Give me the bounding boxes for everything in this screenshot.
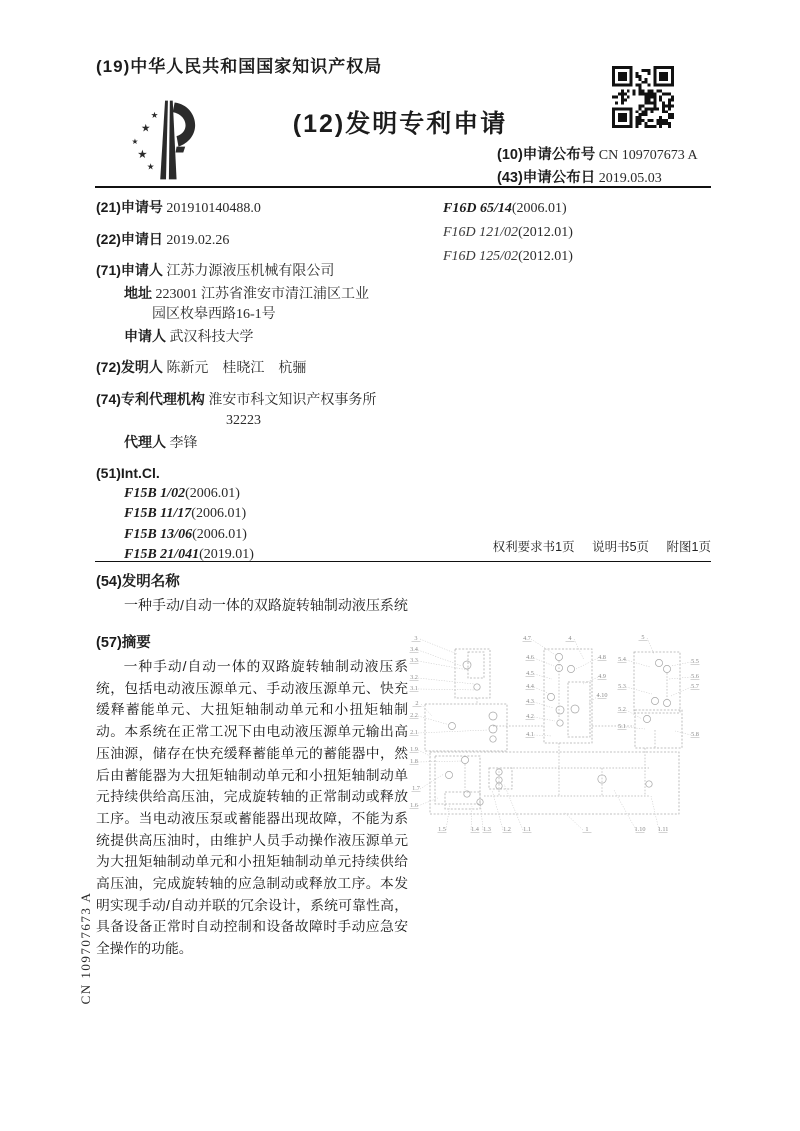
address-label: 地址: [124, 284, 152, 301]
agency-code-value: 32223: [226, 413, 261, 428]
abstract-section: [96, 631, 408, 960]
svg-text:5.6: 5.6: [691, 673, 699, 680]
intcl-item: [96, 525, 441, 546]
figures-pages: 附图1页: [666, 540, 711, 554]
svg-text:4.1: 4.1: [526, 731, 534, 738]
svg-text:3: 3: [414, 635, 418, 642]
biblio-right-column: [443, 197, 711, 269]
intcl-code: F15B 21/041: [124, 547, 200, 562]
logo-stars: [131, 111, 158, 173]
intcl-block: [96, 463, 441, 566]
pub-date-value: 2019.05.03: [598, 171, 662, 186]
svg-text:3.3: 3.3: [410, 657, 418, 664]
svg-text:5.4: 5.4: [618, 656, 626, 663]
qr-code: [610, 66, 676, 128]
intcl-code: F15B 1/02: [124, 485, 186, 501]
applicant1-value: 江苏力源液压机械有限公司: [166, 264, 335, 279]
app-no-label: (21)申请号: [96, 199, 163, 215]
intcl-right-item: [443, 245, 711, 269]
address-row: [96, 283, 441, 306]
schematic-drawing: [402, 624, 718, 862]
svg-text:5.1: 5.1: [618, 723, 626, 730]
svg-text:4.4: 4.4: [526, 683, 534, 690]
intcl-date: (2012.01): [518, 249, 573, 264]
inventors-label: (72)发明人: [96, 359, 163, 375]
address-row2: [96, 305, 441, 326]
svg-text:5: 5: [641, 634, 645, 641]
agent-value: 李锋: [169, 435, 198, 451]
agency-value: 淮安市科文知识产权事务所: [208, 392, 377, 408]
pages-summary: [400, 537, 711, 555]
svg-text:4.5: 4.5: [526, 670, 534, 677]
svg-text:1.6: 1.6: [410, 802, 418, 809]
intcl-code: F16D 125/02: [443, 249, 519, 264]
svg-text:5.8: 5.8: [691, 731, 699, 738]
svg-text:4.2: 4.2: [526, 713, 534, 720]
header-divider: [95, 186, 711, 188]
agent-label: 代理人: [124, 433, 166, 450]
svg-text:5.3: 5.3: [618, 683, 626, 690]
intcl-code: F15B 13/06: [124, 526, 193, 542]
application-number-row: [96, 197, 441, 220]
patent-office-name: (19)中华人民共和国国家知识产权局: [96, 57, 383, 76]
intcl-right-item: [443, 221, 711, 245]
applicant2-row: [96, 326, 441, 349]
schematic-valve-symbols: [445, 653, 670, 805]
svg-text:★: ★: [146, 162, 155, 173]
svg-text:1.8: 1.8: [410, 758, 418, 765]
document-type-title: (12)发明专利申请: [292, 110, 508, 138]
agency-code-row: [96, 411, 441, 432]
applicant2-value: 武汉科技大学: [169, 329, 254, 345]
claims-pages: 权利要求书1页: [492, 540, 575, 554]
sidebar-publication-number: CN 109707673 A: [78, 891, 93, 1005]
agency-label: (74)专利代理机构: [96, 390, 205, 407]
abstract-text: 一种手动/自动一体的双路旋转轴制动液压系统，包括电动液压源单元、手动液压源单元、快充缓释蓄能单元、大扭矩轴制动单元和小扭矩轴制动。本系统在正常工况下由电动液压源单元输出高压油源，储存在快充缓释蓄能单元的蓄能器中，然后由蓄能器为大扭矩轴制动单元和小扭矩轴制动单元持续供给高压油，完成旋转轴的正常制动或释放工序。当电动液压泵或蓄能器出现故障，不能为系统提供高压油时，由维护人员手动操作液压源单元为大扭矩轴制动单元和小扭矩轴制动单元持续供给高压油，完成旋转轴的应急制动或释放工序。本发明实现手动/自动并联的冗余设计，系统可靠性高，具备设备正常时自动控制和设备故障时手动应急安全操作的功能。: [96, 659, 408, 957]
svg-text:1: 1: [585, 826, 589, 833]
publication-date-line: [497, 166, 662, 187]
inventors-value: 陈新元 桂晓江 杭骊: [166, 361, 307, 376]
publication-number-line: [497, 143, 698, 164]
svg-text:1.5: 1.5: [438, 826, 446, 833]
inventors-row: [96, 357, 441, 380]
svg-text:4.3: 4.3: [526, 698, 534, 705]
app-date-value: 2019.02.26: [166, 232, 230, 248]
agency-block: [96, 389, 441, 455]
intcl-date: (2006.01): [191, 506, 247, 521]
svg-text:1.7: 1.7: [412, 785, 420, 792]
pub-no-label: (10)申请公布号: [497, 147, 596, 163]
schematic-wires: [465, 661, 667, 796]
svg-text:1.10: 1.10: [634, 826, 646, 833]
agent-row: [96, 432, 441, 455]
intcl-item: [96, 545, 441, 566]
svg-text:2: 2: [415, 700, 419, 707]
svg-text:1.9: 1.9: [410, 746, 418, 753]
app-no-value: 201910140488.0: [166, 201, 261, 216]
svg-text:2.1: 2.1: [410, 729, 418, 736]
pub-date-label: (43)申请公布日: [497, 170, 596, 186]
svg-text:★: ★: [131, 136, 139, 146]
applicant-label: (71)申请人: [96, 262, 163, 278]
svg-text:★: ★: [137, 147, 148, 162]
intcl-date: (2006.01): [185, 485, 240, 501]
svg-text:5.2: 5.2: [618, 706, 626, 713]
svg-text:4.8: 4.8: [598, 654, 606, 661]
intcl-code: F16D 121/02: [443, 225, 519, 240]
svg-text:4: 4: [568, 635, 572, 642]
svg-text:1.11: 1.11: [657, 826, 669, 833]
cnipa-logo-icon: [118, 90, 214, 188]
svg-text:3.4: 3.4: [410, 646, 418, 653]
svg-text:3.2: 3.2: [410, 674, 418, 681]
invention-title-section: [96, 570, 426, 616]
intcl-date: (2019.01): [199, 547, 254, 562]
intcl-right-item: [443, 197, 711, 221]
svg-text:4.7: 4.7: [523, 635, 531, 642]
svg-text:1.3: 1.3: [483, 826, 491, 833]
svg-text:3.1: 3.1: [410, 685, 418, 692]
description-pages: 说明书5页: [592, 540, 650, 554]
app-date-label: (22)申请日: [96, 230, 163, 247]
svg-text:4.9: 4.9: [598, 673, 606, 680]
svg-text:4.6: 4.6: [526, 654, 534, 661]
schematic-unit-boxes: [425, 649, 682, 814]
pub-no-value: CN 109707673 A: [598, 148, 698, 163]
logo-tower: [160, 101, 195, 180]
intcl-code: F16D 65/14: [443, 201, 512, 216]
intcl-date: (2006.01): [192, 526, 247, 542]
svg-text:5.7: 5.7: [691, 683, 699, 690]
svg-text:4.10: 4.10: [596, 692, 608, 699]
svg-text:★: ★: [141, 122, 151, 135]
applicant2-label: 申请人: [124, 327, 166, 344]
intcl-code: F15B 11/17: [124, 506, 192, 521]
applicant-block: [96, 260, 441, 348]
biblio-divider: [95, 561, 711, 562]
svg-text:2.2: 2.2: [410, 712, 418, 719]
schematic-reference-labels: [410, 634, 700, 833]
svg-text:1.1: 1.1: [523, 826, 531, 833]
intcl-label: (51)Int.Cl.: [96, 465, 160, 481]
agency-row: [96, 389, 441, 412]
intcl-date: (2006.01): [511, 201, 567, 216]
applicant-row: [96, 260, 441, 283]
intcl-item: [96, 484, 441, 505]
svg-text:5.5: 5.5: [691, 658, 699, 665]
address-line2: 园区枚皋西路16-1号: [152, 307, 276, 322]
title-section-label: (54)发明名称: [96, 574, 180, 590]
address-line1: 223001 江苏省淮安市清江浦区工业: [155, 286, 369, 302]
hydraulic-schematic-figure: [402, 624, 718, 862]
intcl-date: (2012.01): [518, 225, 573, 240]
invention-title-text: 一种手动/自动一体的双路旋转轴制动液压系统: [124, 597, 408, 613]
svg-text:1.4: 1.4: [471, 826, 479, 833]
svg-text:★: ★: [150, 110, 159, 121]
intcl-item: [96, 504, 441, 525]
abstract-section-label: (57)摘要: [96, 635, 151, 651]
svg-text:1.2: 1.2: [503, 826, 511, 833]
application-date-row: [96, 229, 441, 252]
biblio-left-column: [96, 197, 441, 575]
